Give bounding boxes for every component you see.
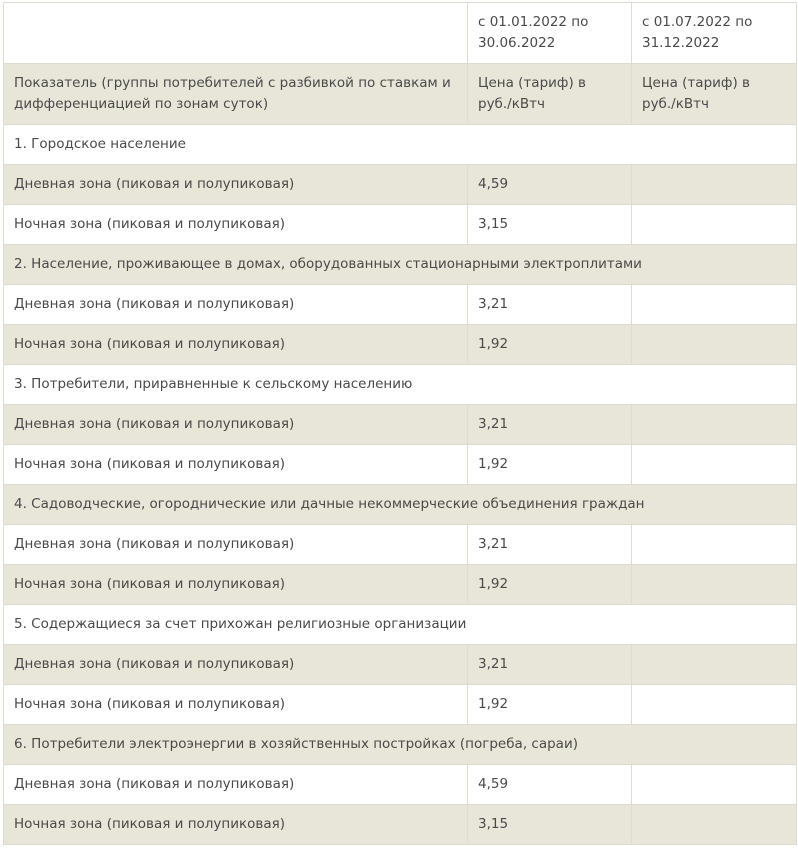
price-period1: 3,21 <box>468 645 632 685</box>
zone-label: Ночная зона (пиковая и полупиковая) <box>4 445 468 485</box>
zone-label: Ночная зона (пиковая и полупиковая) <box>4 325 468 365</box>
price-period2 <box>632 565 797 605</box>
price-period2 <box>632 525 797 565</box>
table-row <box>4 445 797 485</box>
price-period1: 3,21 <box>468 285 632 325</box>
table-row <box>4 805 797 845</box>
zone-label: Дневная зона (пиковая и полупиковая) <box>4 285 468 325</box>
table-row <box>4 525 797 565</box>
price-period2 <box>632 765 797 805</box>
price-period2 <box>632 405 797 445</box>
zone-label: Ночная зона (пиковая и полупиковая) <box>4 685 468 725</box>
price-period1: 3,15 <box>468 205 632 245</box>
zone-label: Ночная зона (пиковая и полупиковая) <box>4 565 468 605</box>
table-row <box>4 325 797 365</box>
price-period1: 4,59 <box>468 165 632 205</box>
group-title: 2. Население, проживающее в домах, оборудованных стационарными электроплитами <box>4 245 797 285</box>
group-title: 5. Содержащиеся за счет прихожан религиозные организации <box>4 605 797 645</box>
price-period1: 1,92 <box>468 565 632 605</box>
group-title-row <box>4 605 797 645</box>
group-title: 1. Городское население <box>4 125 797 165</box>
group-title: 6. Потребители электроэнергии в хозяйственных постройках (погреба, сараи) <box>4 725 797 765</box>
table-row <box>4 765 797 805</box>
zone-label: Ночная зона (пиковая и полупиковая) <box>4 205 468 245</box>
price-period1: 4,59 <box>468 765 632 805</box>
table-row <box>4 205 797 245</box>
tariff-table-container <box>3 2 796 845</box>
price-period2 <box>632 645 797 685</box>
zone-label: Дневная зона (пиковая и полупиковая) <box>4 765 468 805</box>
price-period1: 1,92 <box>468 445 632 485</box>
zone-label: Ночная зона (пиковая и полупиковая) <box>4 805 468 845</box>
group-title: 3. Потребители, приравненные к сельскому населению <box>4 365 797 405</box>
table-row <box>4 645 797 685</box>
price-period1: 3,21 <box>468 525 632 565</box>
table-row <box>4 165 797 205</box>
table-row <box>4 565 797 605</box>
empty-header-cell <box>4 3 468 64</box>
column-header-row <box>4 64 797 125</box>
period-header-row <box>4 3 797 64</box>
zone-label: Дневная зона (пиковая и полупиковая) <box>4 645 468 685</box>
table-row <box>4 405 797 445</box>
price-period2 <box>632 285 797 325</box>
table-row <box>4 685 797 725</box>
price-period1: 1,92 <box>468 685 632 725</box>
price-period1: 3,15 <box>468 805 632 845</box>
period2-header: с 01.07.2022 по 31.12.2022 <box>632 3 797 64</box>
price2-column-header: Цена (тариф) в руб./кВтч <box>632 64 797 125</box>
price-period1: 1,92 <box>468 325 632 365</box>
table-row <box>4 285 797 325</box>
group-title-row <box>4 725 797 765</box>
group-title-row <box>4 245 797 285</box>
tariff-table <box>3 2 797 845</box>
group-title-row <box>4 125 797 165</box>
price-period2 <box>632 325 797 365</box>
group-title-row <box>4 485 797 525</box>
zone-label: Дневная зона (пиковая и полупиковая) <box>4 525 468 565</box>
price1-column-header: Цена (тариф) в руб./кВтч <box>468 64 632 125</box>
group-title: 4. Садоводческие, огороднические или дачные некоммерческие объединения граждан <box>4 485 797 525</box>
zone-label: Дневная зона (пиковая и полупиковая) <box>4 405 468 445</box>
indicator-column-header: Показатель (группы потребителей с разбивкой по ставкам и дифференциацией по зонам суток) <box>4 64 468 125</box>
price-period2 <box>632 685 797 725</box>
zone-label: Дневная зона (пиковая и полупиковая) <box>4 165 468 205</box>
price-period2 <box>632 205 797 245</box>
price-period1: 3,21 <box>468 405 632 445</box>
price-period2 <box>632 805 797 845</box>
price-period2 <box>632 445 797 485</box>
period1-header: с 01.01.2022 по 30.06.2022 <box>468 3 632 64</box>
group-title-row <box>4 365 797 405</box>
price-period2 <box>632 165 797 205</box>
